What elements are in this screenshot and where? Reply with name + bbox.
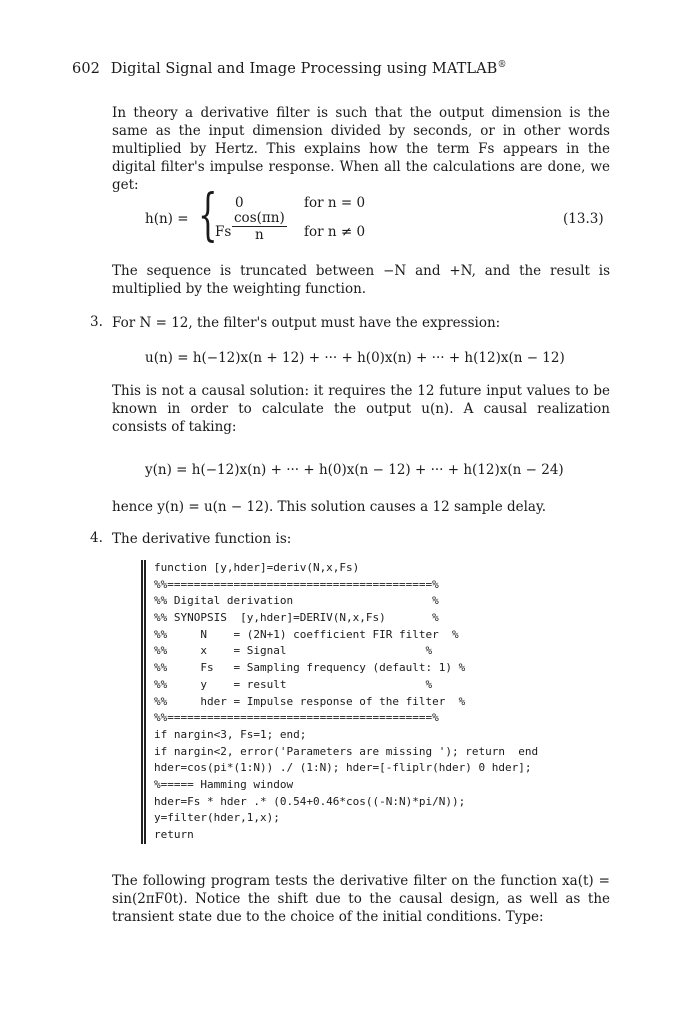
case2-factor: Fs	[215, 224, 232, 240]
case1-condition: for n = 0	[304, 195, 366, 211]
noncausal-equation: u(n) = h(−12)x(n + 12) + ··· + h(0)x(n) + ··· + h(12)x(n − 12)	[145, 350, 565, 366]
code-line: return	[154, 828, 194, 841]
item-4-text: The derivative function is:	[112, 531, 292, 547]
matlab-code-listing	[141, 560, 539, 844]
left-brace: {	[198, 183, 218, 248]
case1-value: 0	[235, 195, 244, 211]
case2-condition: for n ≠ 0	[304, 224, 366, 240]
closing-paragraph: The following program tests the derivative filter on the function xa(t) = sin(2πF0t). Notice the shift due to the causal design, as well as the transient state due to the choice of the initial conditions. Type:	[112, 873, 610, 925]
truncation-paragraph: The sequence is truncated between −N and +N, and the result is multiplied by the weighting function.	[112, 263, 610, 297]
code-line: %% y = result %	[154, 677, 433, 691]
code-line: if nargin<2, error('Parameters are missing '); return end	[154, 744, 539, 758]
code-line: %% hder = Impulse response of the filter %	[154, 694, 466, 708]
code-line: %% SYNOPSIS [y,hder]=DERIV(N,x,Fs) %	[154, 611, 439, 625]
code-line: %%========================================%	[154, 577, 439, 591]
item-4-label: 4.	[90, 530, 103, 546]
trademark-symbol: ®	[497, 60, 507, 70]
code-line: %% x = Signal %	[154, 644, 433, 658]
equation-number: (13.3)	[563, 211, 604, 227]
code-line: function [y,hder]=deriv(N,x,Fs)	[154, 561, 360, 574]
running-header	[72, 60, 507, 77]
code-line: %% N = (2N+1) coefficient FIR filter %	[154, 627, 459, 641]
fraction-numerator: cos(πn)	[234, 210, 285, 226]
delay-conclusion: hence y(n) = u(n − 12). This solution causes a 12 sample delay.	[112, 499, 547, 515]
item-3-text: For N = 12, the filter's output must have the expression:	[112, 315, 501, 331]
code-line: hder=Fs * hder .* (0.54+0.46*cos((-N:N)*pi/N));	[154, 794, 466, 808]
intro-paragraph: In theory a derivative filter is such that the output dimension is the same as the input dimension divided by seconds, or in other words multiplied by Hertz. This explains how the term Fs appears in the digital filter's impulse response. When all the calculations are done, we get:	[112, 105, 610, 193]
causal-paragraph: This is not a causal solution: it requires the 12 future input values to be known in order to calculate the output u(n). A causal realization consists of taking:	[112, 383, 610, 435]
item-3-label: 3.	[90, 314, 103, 330]
code-line: y=filter(hder,1,x);	[154, 811, 280, 825]
case2-fraction	[232, 210, 287, 243]
fraction-denominator: n	[255, 227, 264, 243]
causal-equation: y(n) = h(−12)x(n) + ··· + h(0)x(n − 12) + ··· + h(12)x(n − 24)	[145, 462, 564, 478]
book-title: Digital Signal and Image Processing using MATLAB	[110, 60, 498, 77]
code-line: %% Digital derivation %	[154, 594, 439, 608]
code-line: %% Fs = Sampling frequency (default: 1) %	[154, 661, 466, 675]
code-line: if nargin<3, Fs=1; end;	[154, 727, 307, 741]
equation-lhs: h(n) =	[145, 211, 189, 227]
code-line: %===== Hamming window	[154, 777, 294, 791]
page-number: 602	[72, 60, 100, 77]
code-line: hder=cos(pi*(1:N)) ./ (1:N); hder=[-fliplr(hder) 0 hder];	[154, 761, 532, 775]
code-line: %%========================================%	[154, 711, 439, 725]
